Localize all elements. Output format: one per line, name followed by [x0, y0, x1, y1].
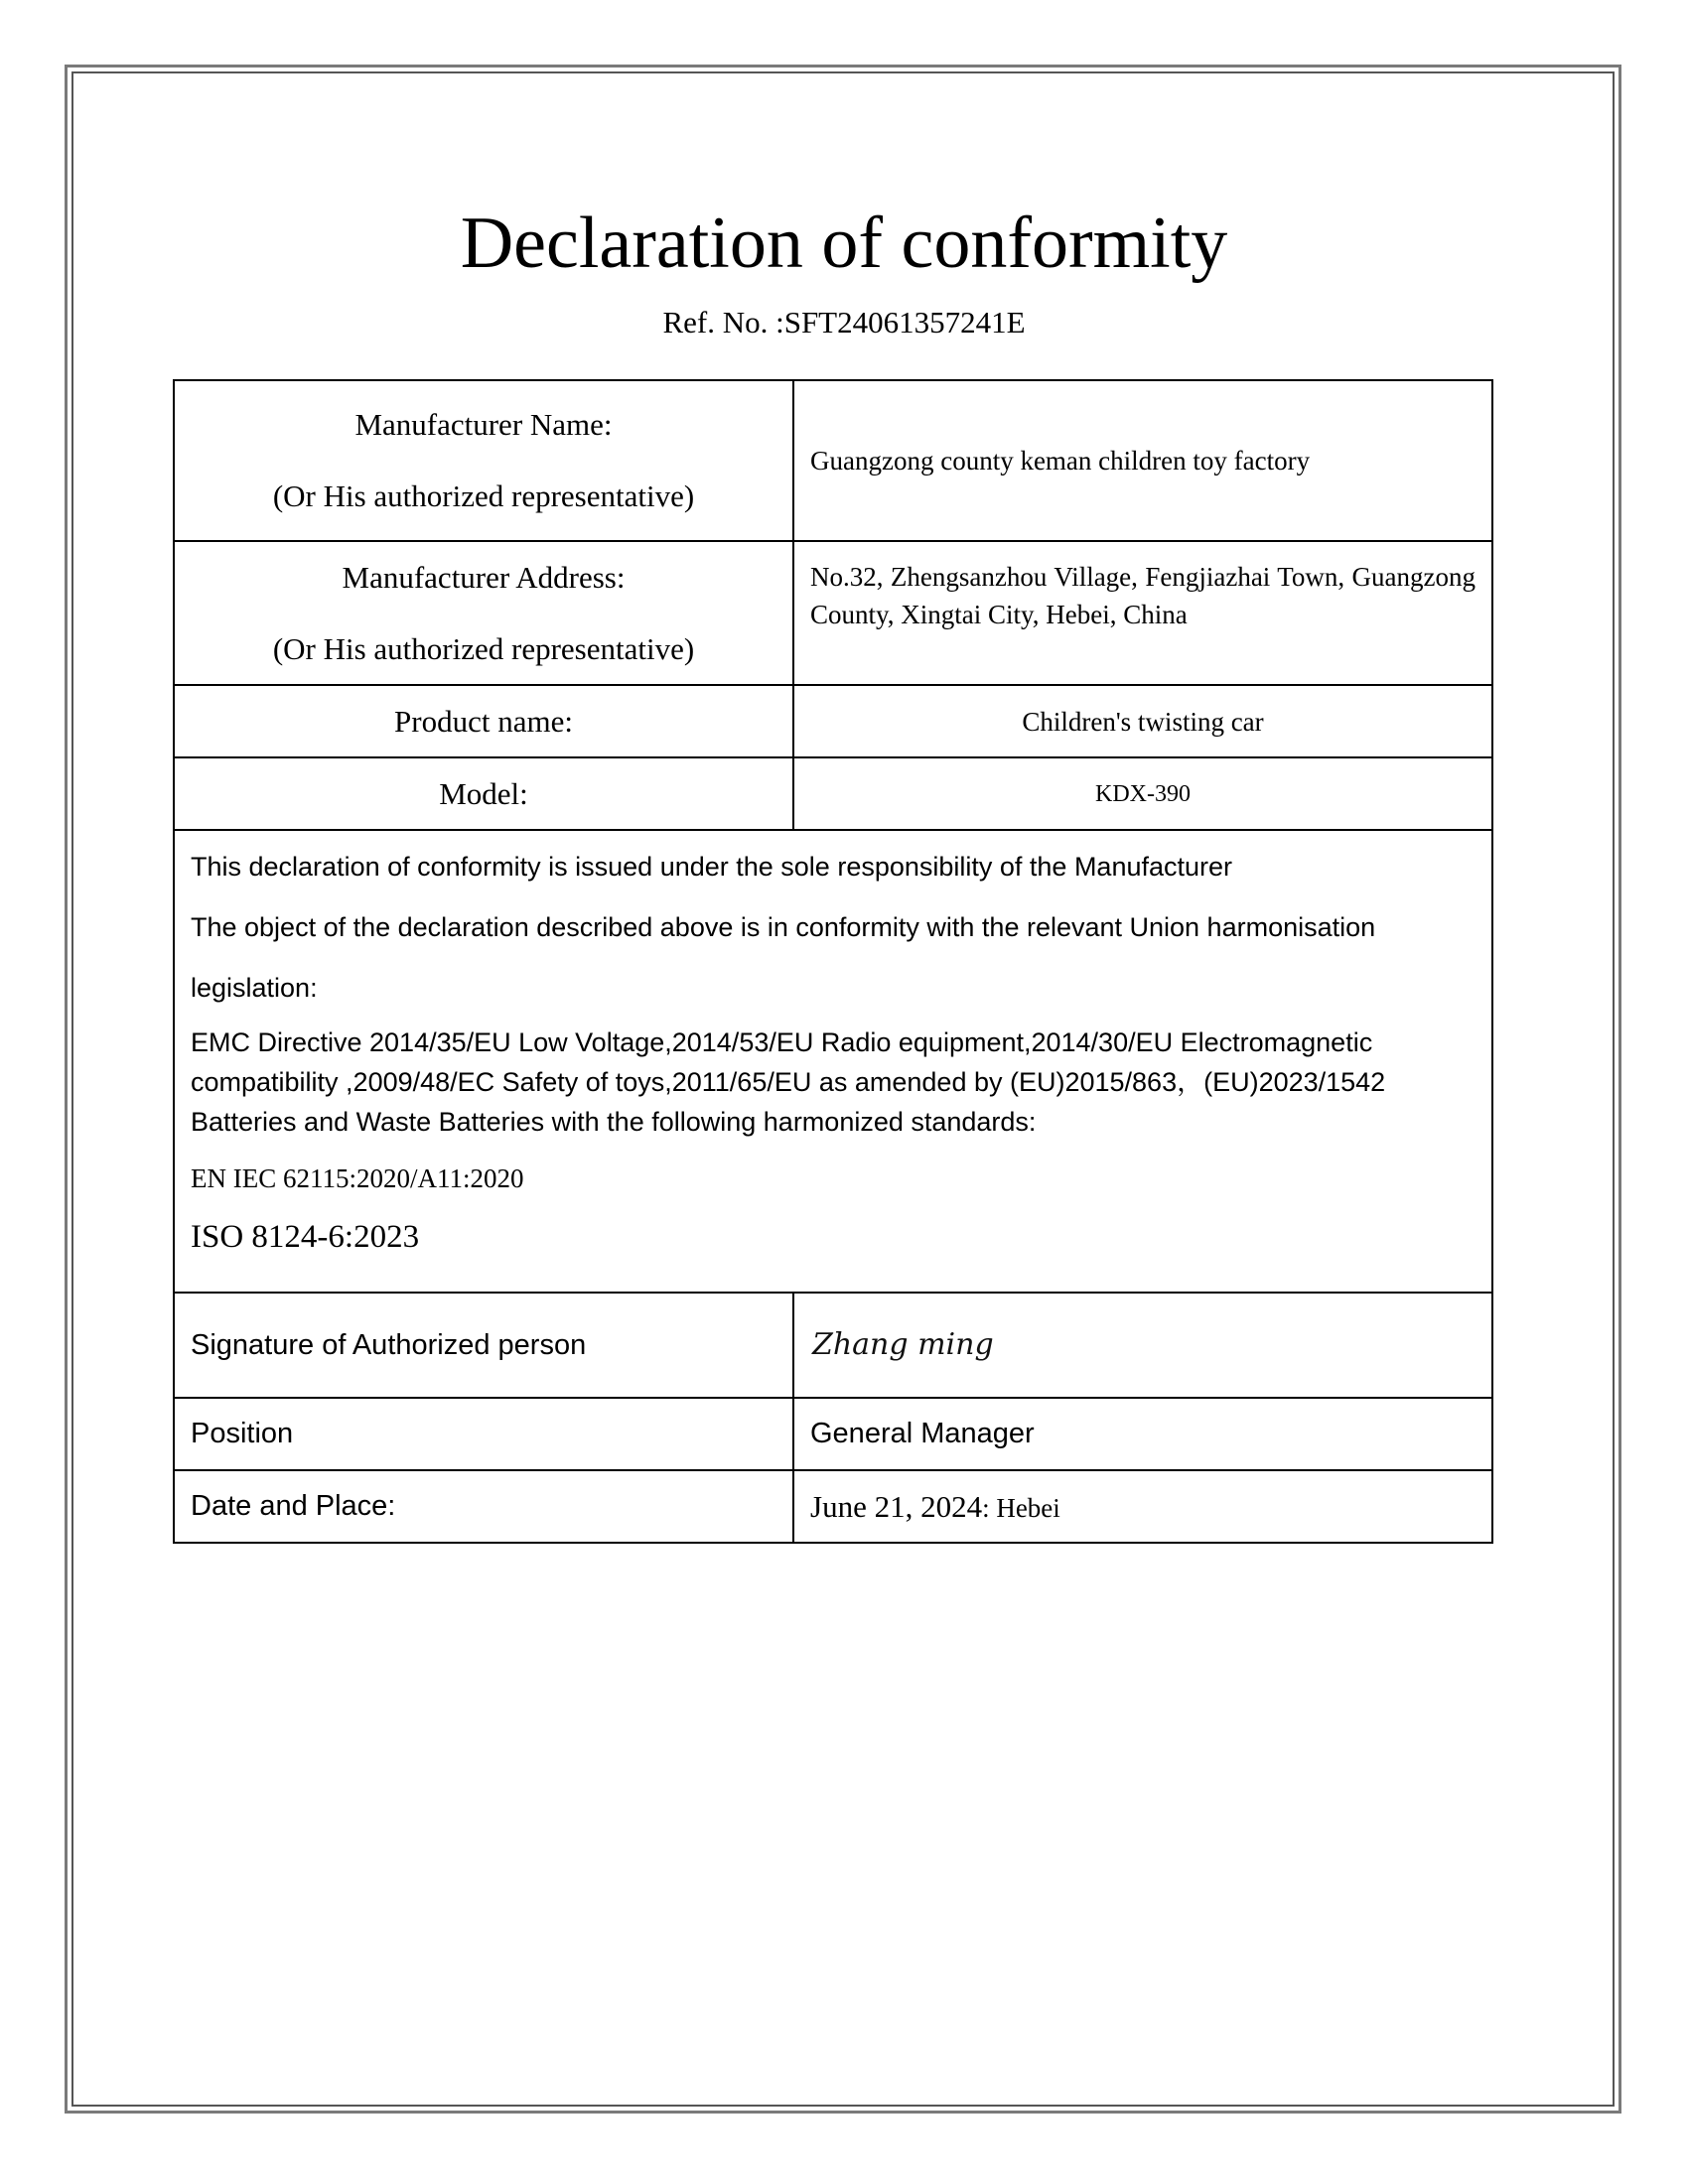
date-place-value-cell: [793, 1470, 1492, 1543]
position-value: General Manager: [793, 1398, 1492, 1470]
model-value: KDX-390: [793, 757, 1492, 830]
declaration-table: [173, 379, 1493, 1544]
product-name-label: Product name:: [174, 685, 793, 757]
place-value: : Hebei: [982, 1492, 1060, 1523]
product-name-value: Children's twisting car: [793, 685, 1492, 757]
declaration-directives-text: EMC Directive 2014/35/EU Low Voltage,2014/53/EU Radio equipment,2014/30/EU Electromagnetic compatibility ,2009/48/EC Safety of toys,2011/65/EU as amended by (EU)2015/863，(EU)2023/1542 Batteries and Waste Batteries with the following harmonized standards:: [191, 1027, 1386, 1137]
manufacturer-name-row: [174, 380, 1492, 541]
date-place-label: Date and Place:: [174, 1470, 793, 1543]
product-name-row: [174, 685, 1492, 757]
declaration-responsibility-text: This declaration of conformity is issued under the sole responsibility of the Manufacturer: [191, 852, 1233, 882]
model-label: Model:: [174, 757, 793, 830]
manufacturer-name-sublabel: (Or His authorized representative): [272, 478, 695, 513]
declaration-conformity-text: The object of the declaration described above is in conformity with the relevant Union harmonisation legislation:: [191, 912, 1376, 1003]
manufacturer-address-sublabel: (Or His authorized representative): [272, 630, 695, 666]
svg-text:Zhang ming: Zhang ming: [812, 1327, 994, 1362]
position-label: Position: [174, 1398, 793, 1470]
model-row: [174, 757, 1492, 830]
manufacturer-name-value: Guangzong county keman children toy factory: [793, 380, 1492, 541]
declaration-cell: [174, 830, 1492, 1293]
declaration-row: [174, 830, 1492, 1293]
date-place-row: [174, 1470, 1492, 1543]
document-title: Declaration of conformity: [460, 203, 1228, 284]
manufacturer-address-label: Manufacturer Address:: [342, 559, 626, 595]
position-row: [174, 1398, 1492, 1470]
manufacturer-name-label: Manufacturer Name:: [354, 407, 613, 442]
signature-label: Signature of Authorized person: [174, 1293, 793, 1398]
reference-number: Ref. No. :SFT24061357241E: [662, 305, 1026, 340]
manufacturer-address-label-cell: [174, 541, 793, 685]
handwritten-signature: [810, 1320, 1476, 1370]
signature-cell: [793, 1293, 1492, 1398]
standard-iso: ISO 8124-6:2023: [191, 1219, 420, 1255]
standard-en-iec: EN IEC 62115:2020/A11:2020: [191, 1163, 524, 1193]
manufacturer-address-value: No.32, Zhengsanzhou Village, Fengjiazhai Town, Guangzong County, Xingtai City, Hebei, China: [793, 541, 1492, 685]
date-value: June 21, 2024: [810, 1488, 983, 1524]
manufacturer-address-row: [174, 541, 1492, 685]
signature-row: [174, 1293, 1492, 1398]
manufacturer-name-label-cell: [174, 380, 793, 541]
